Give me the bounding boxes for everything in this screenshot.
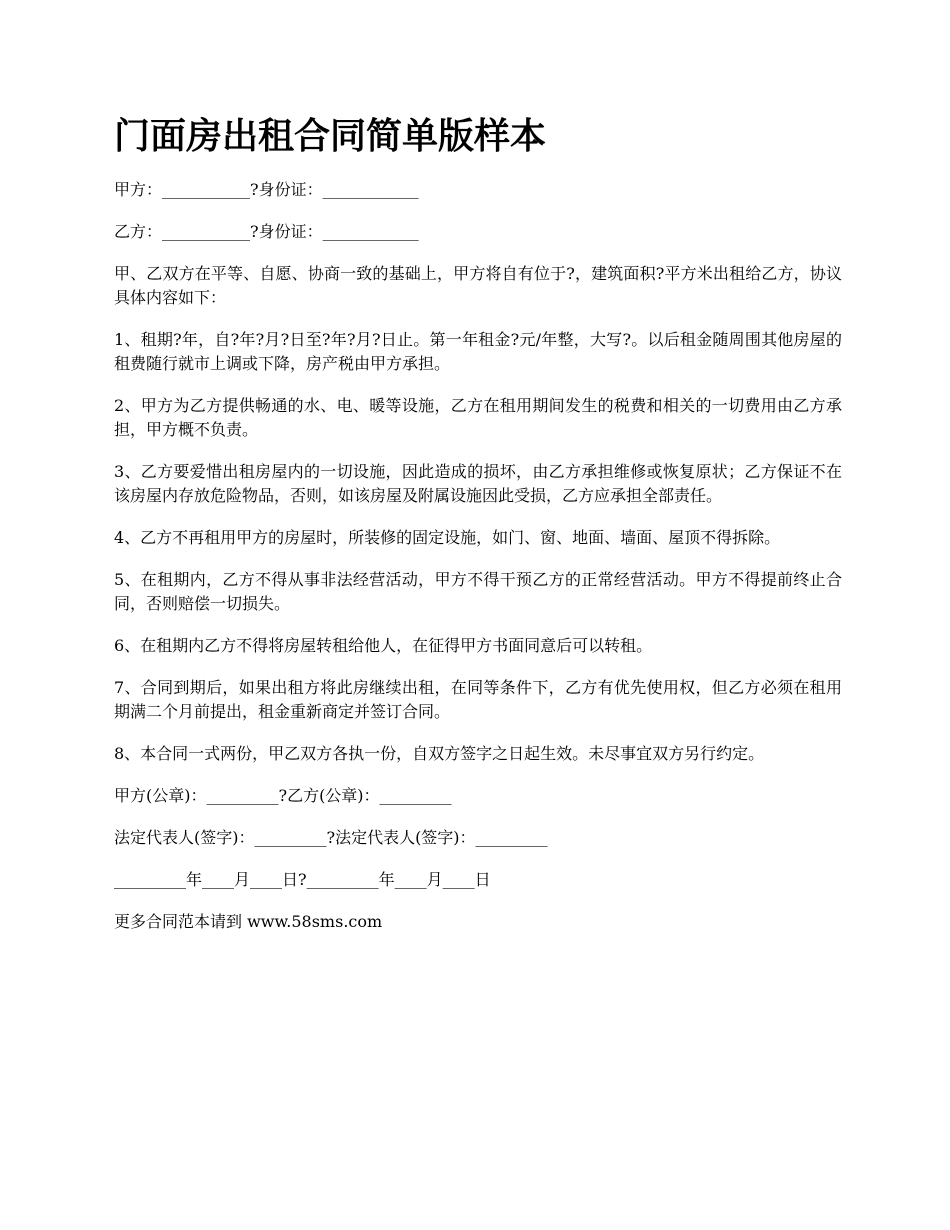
party-b-line: 乙方：___________?身份证：____________: [114, 222, 419, 241]
clause-2: 2、甲方为乙方提供畅通的水、电、暖等设施，乙方在租用期间发生的税费和相关的一切费用由乙方承担，甲方概不负责。: [114, 396, 842, 439]
clause-5: 5、在租期内，乙方不得从事非法经营活动，甲方不得干预乙方的正常经营活动。甲方不得提前终止合同，否则赔偿一切损失。: [114, 570, 842, 613]
document-title: 门面房出租合同简单版样本: [114, 115, 547, 157]
clause-6: 6、在租期内乙方不得将房屋转租给他人，在征得甲方书面同意后可以转租。: [114, 636, 653, 655]
seal-line: 甲方(公章)：_________?乙方(公章)：_________: [114, 786, 452, 805]
representative-line: 法定代表人(签字)：_________?法定代表人(签字)：_________: [114, 828, 548, 847]
intro-paragraph: 甲、乙双方在平等、自愿、协商一致的基础上，甲方将自有位于?，建筑面积?平方米出租给乙方，协议具体内容如下：: [114, 264, 842, 307]
clause-4: 4、乙方不再租用甲方的房屋时，所装修的固定设施，如门、窗、地面、墙面、屋顶不得拆除。: [114, 528, 781, 547]
clause-1: 1、租期?年，自?年?月?日至?年?月?日止。第一年租金?元/年整，大写?。以后租金随周围其他房屋的租费随行就市上调或下降，房产税由甲方承担。: [114, 330, 842, 373]
document-page: [114, 110, 842, 952]
party-a-line: 甲方：___________?身份证：____________: [114, 180, 419, 199]
clause-3: 3、乙方要爱惜出租房屋内的一切设施，因此造成的损坏，由乙方承担维修或恢复原状；乙方保证不在该房屋内存放危险物品，否则，如该房屋及附属设施因此受损，乙方应承担全部责任。: [114, 462, 842, 505]
clause-7: 7、合同到期后，如果出租方将此房继续出租，在同等条件下，乙方有优先使用权，但乙方必须在租用期满二个月前提出，租金重新商定并签订合同。: [114, 678, 842, 721]
date-line: _________年____月____日?_________年____月____日: [114, 870, 491, 889]
footer-link-text: 更多合同范本请到 www.58sms.com: [114, 912, 383, 931]
clause-8: 8、本合同一式两份，甲乙双方各执一份，自双方签字之日起生效。未尽事宜双方另行约定。: [114, 744, 765, 763]
